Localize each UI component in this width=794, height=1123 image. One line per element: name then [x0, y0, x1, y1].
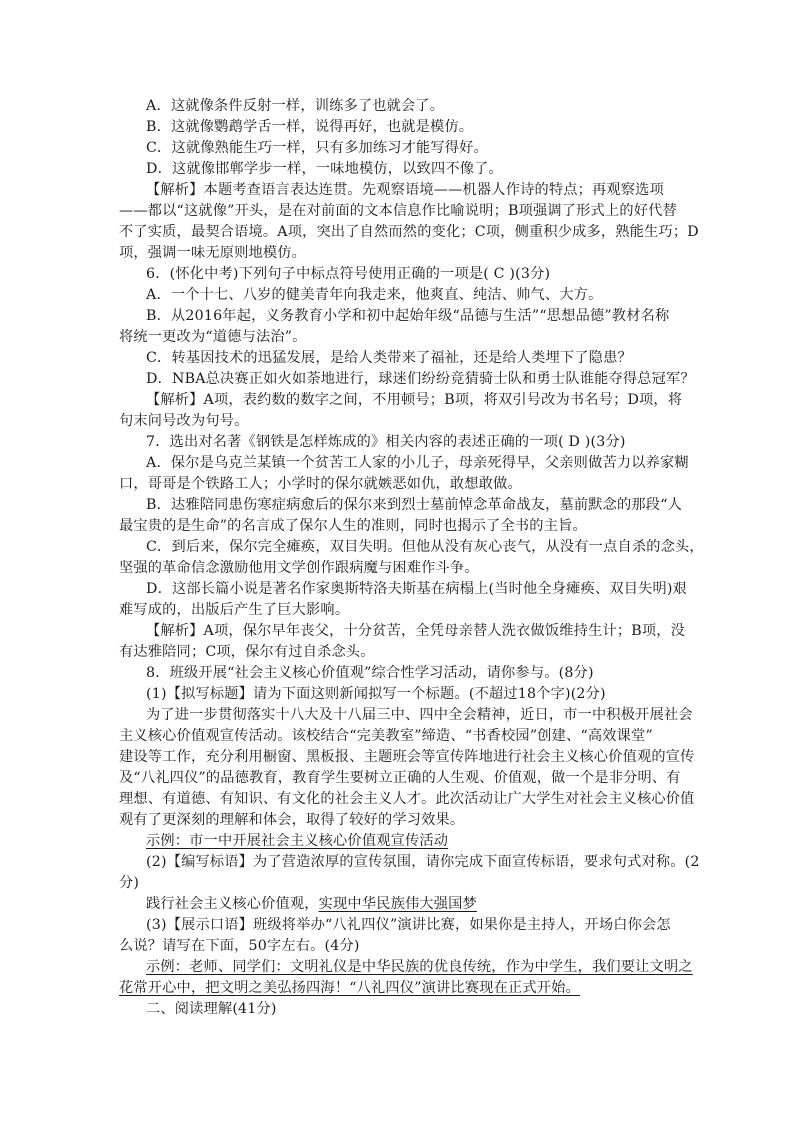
q8-news-line: 观有了更深刻的理解和体会，取得了较好的学习效果。 — [119, 812, 465, 828]
q7-option-d: D．这部长篇小说是著名作家奥斯特洛夫斯基在病榻上(当时他全身瘫痪、双目失明)艰 — [146, 581, 687, 597]
q6-analysis-line: 【解析】A项，表约数的数字之间，不用顿号；B项，将双引号改为书名号；D项，将 — [146, 392, 683, 408]
q6-option-b-cont: 将统一更改为“道德与法治”。 — [119, 329, 307, 345]
q6-stem: 6．(怀化中考)下列句子中标点符号使用正确的一项是( C )(3分) — [146, 266, 551, 282]
q8-news-line: 建设等工作，充分利用橱窗、黑板报、主题班会等宣传阵地进行社会主义核心价值观的宣传 — [119, 749, 695, 765]
q8-news-line: 主义核心价值观宣传活动。该校结合“完美教室”缔造、“书香校园”创建、“高效课堂” — [119, 728, 653, 744]
section-2-title: 二、阅读理解(41分) — [146, 1001, 277, 1017]
q7-option-d-cont: 难写成的，出版后产生了巨大影响。 — [119, 602, 350, 618]
q6-option-c: C．转基因技术的迅猛发展，是给人类带来了福祉，还是给人类埋下了隐患？ — [146, 350, 632, 366]
q8-part2-answer: 实现中华民族伟大强国梦 — [318, 896, 477, 912]
q7-stem: 7．选出对名著《钢铁是怎样炼成的》相关内容的表述正确的一项( D )(3分) — [146, 434, 626, 450]
q7-analysis-line: 有达雅陪同；C项，保尔有过自杀念头。 — [119, 644, 375, 660]
q8-stem: 8．班级开展“社会主义核心价值观”综合性学习活动，请你参与。(8分) — [146, 665, 594, 681]
q7-option-a: A．保尔是乌克兰某镇一个贫苦工人家的小儿子，母亲死得早，父亲则做苦力以养家糊 — [146, 455, 689, 471]
q5-option-d: D．这就像邯郸学步一样，一味地模仿，以致四不像了。 — [146, 161, 503, 177]
q6-option-d: D．NBA总决赛正如火如荼地进行，球迷们纷纷竞猜骑士队和勇士队谁能夺得总冠军？ — [146, 371, 695, 387]
q5-analysis-line: ——都以“这就像”开头，是在对前面的文本信息作比喻说明；B项强调了形式上的好代替 — [119, 203, 677, 219]
q8-part2-stem-cont: 分) — [119, 875, 140, 891]
q8-part2-stem: (2)【编写标语】为了营造浓厚的宣传氛围，请你完成下面宣传标语，要求句式对称。(2 — [146, 854, 700, 870]
q6-option-b: B．从2016年起，义务教育小学和初中起始年级“品德与生活”“思想品德”教材名称 — [146, 308, 670, 324]
q5-analysis-line: 项，强调一味无原则地模仿。 — [119, 245, 307, 261]
q6-analysis-line: 句末问号改为句号。 — [119, 413, 249, 429]
q8-news-line: 为了进一步贯彻落实十八大及十八届三中、四中全会精神，近日，市一中积极开展社会 — [146, 707, 693, 723]
q7-option-a-cont: 口，哥哥是个铁路工人；小学时的保尔就嫉恶如仇，敢想敢做。 — [119, 476, 522, 492]
q8-part1-stem: (1)【拟写标题】请为下面这则新闻拟写一个标题。(不超过18个字)(2分) — [146, 686, 606, 702]
q8-part1-answer: 示例：市一中开展社会主义核心价值观宣传活动 — [146, 833, 449, 849]
q8-news-line: 及“八礼四仪”的品德教育，教育学生要树立正确的人生观、价值观，做一个是非分明、有 — [119, 770, 681, 786]
q8-news-line: 理想、有道德、有知识、有文化的社会主义人才。此次活动让广大学生对社会主义核心价值 — [119, 791, 695, 807]
q7-option-b-cont: 最宝贵的是生命”的名言成了保尔人生的准则，同时也揭示了全书的主旨。 — [119, 518, 587, 534]
q7-analysis-line: 【解析】A项，保尔早年丧父，十分贫苦，全凭母亲替人洗衣做饭维持生计；B项，没 — [146, 623, 686, 639]
q5-analysis-line: 【解析】本题考查语言表达连贯。先观察语境——机器人作诗的特点；再观察选项 — [146, 182, 664, 198]
q7-option-b: B．达雅陪同患伤寒症病愈后的保尔来到烈士墓前悼念革命战友，墓前默念的那段“人 — [146, 497, 683, 513]
q8-part2-given: 践行社会主义核心价值观， — [146, 896, 319, 912]
q5-analysis-line: 不了实质，最契合语境。A项，突出了自然而然的变化；C项，侧重积少成多，熟能生巧；D — [119, 224, 699, 240]
q7-option-c: C．到后来，保尔完全瘫痪，双目失明。但他从没有灰心丧气，从没有一点自杀的念头， — [146, 539, 704, 555]
q5-option-c: C．这就像熟能生巧一样，只有多加练习才能写得好。 — [146, 140, 488, 156]
q5-option-b: B．这就像鹦鹉学舌一样，说得再好，也就是模仿。 — [146, 119, 474, 135]
q6-option-a: A．一个十七、八岁的健美青年向我走来，他爽直、纯洁、帅气、大方。 — [146, 287, 603, 303]
q8-part3-stem: (3)【展示口语】班级将举办“八礼四仪”演讲比赛，如果你是主持人，开场白你会怎 — [146, 917, 671, 933]
q8-part2-slogan — [146, 893, 477, 915]
q5-option-a: A．这就像条件反射一样，训练多了也就会了。 — [146, 98, 445, 114]
q7-option-c-cont: 坚强的革命信念激励他用文学创作跟病魔与困难作斗争。 — [119, 560, 479, 576]
q8-part3-stem-cont: 么说？请写在下面，50字左右。(4分) — [119, 938, 360, 954]
q8-part3-answer: 示例：老师、同学们：文明礼仪是中华民族的优良传统，作为中学生，我们要让文明之 — [146, 959, 693, 975]
q8-part3-answer-cont: 花常开心中，把文明之美弘扬四海！“八礼四仪”演讲比赛现在正式开始。 — [119, 980, 580, 996]
